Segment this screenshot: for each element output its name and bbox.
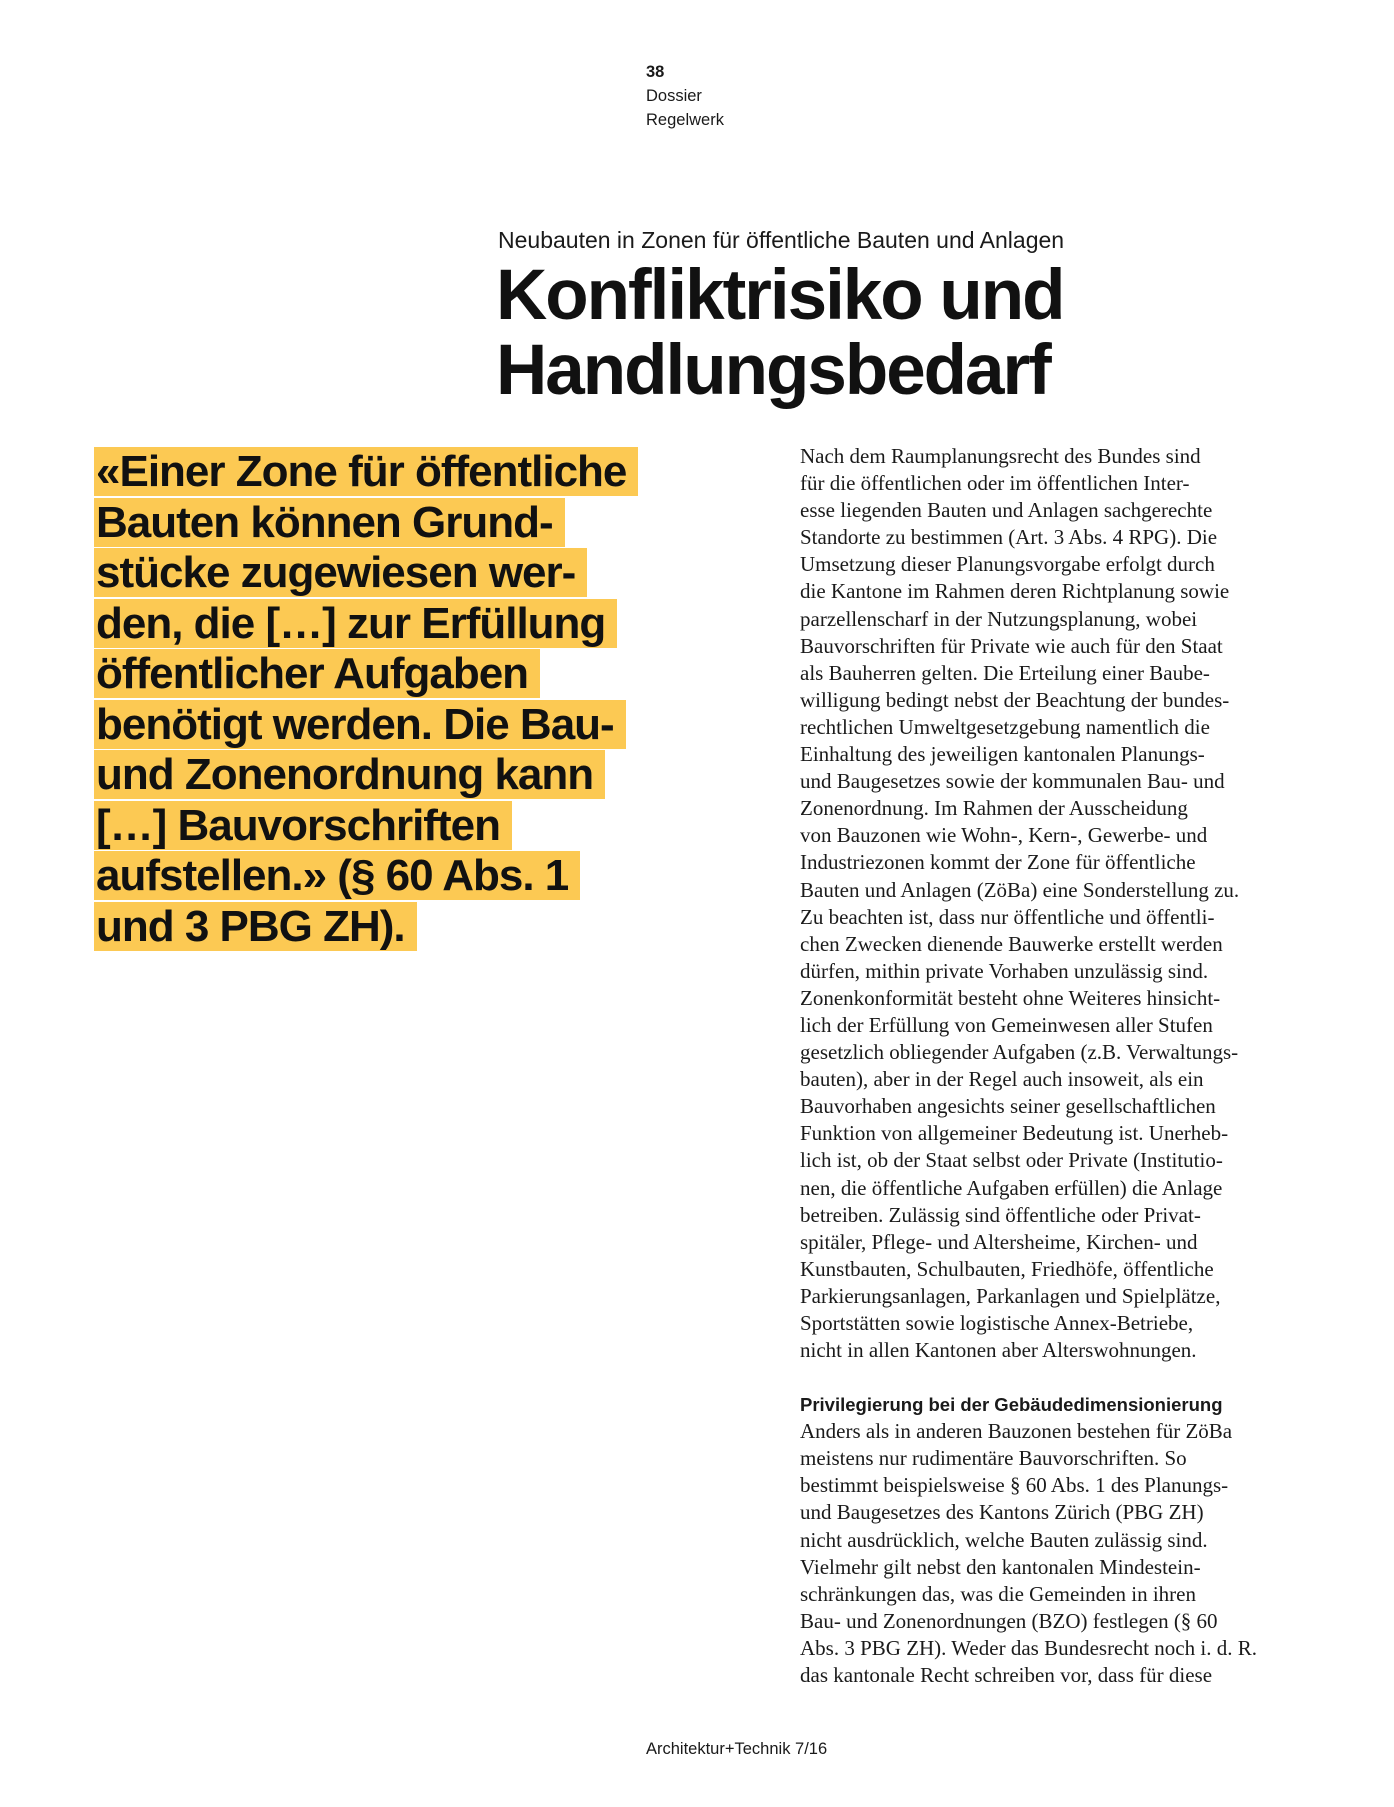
body-line: rechtlichen Umweltgesetzgebung namentlich die <box>800 714 1210 739</box>
body-line: Sportstätten sowie logistische Annex-Betriebe, <box>800 1311 1194 1335</box>
pull-quote-line: und 3 PBG ZH). <box>94 902 734 953</box>
article-title <box>496 258 1196 408</box>
title-line: Konfliktrisiko und <box>496 256 1064 335</box>
body-line: Zu beachten ist, dass nur öffentliche und öffentli- <box>800 904 1215 929</box>
page-number: 38 <box>646 63 665 81</box>
body-line: nicht in allen Kantonen aber Alterswohnungen. <box>800 1338 1197 1363</box>
body-line: von Bauzonen wie Wohn-, Kern-, Gewerbe- und <box>800 823 1208 848</box>
body-text-column <box>800 443 1300 1689</box>
body-paragraph-2 <box>800 1418 1300 1689</box>
body-line: willigung bedingt nebst der Beachtung der bundes- <box>800 687 1230 712</box>
page-footer: Architektur+Technik 7/16 <box>646 1740 828 1758</box>
body-line: Bauvorhaben angesichts seiner gesellschaftlichen <box>800 1094 1216 1119</box>
body-line: gesetzlich obliegender Aufgaben (z.B. Verwaltungs- <box>800 1040 1239 1065</box>
body-line: Vielmehr gilt nebst den kantonalen Mindestein- <box>800 1554 1201 1579</box>
body-line: Bauten und Anlagen (ZöBa) eine Sonderstellung zu. <box>800 877 1240 902</box>
body-line: bauten), aber in der Regel auch insoweit, als ein <box>800 1067 1204 1092</box>
body-line: meistens nur rudimentäre Bauvorschriften. So <box>800 1446 1187 1471</box>
body-line: lich ist, ob der Staat selbst oder Private (Institutio- <box>800 1148 1223 1173</box>
body-line: als Bauherren gelten. Die Erteilung einer Baube- <box>800 660 1210 685</box>
body-line: Funktion von allgemeiner Bedeutung ist. Unerheb- <box>800 1121 1229 1146</box>
body-line: chen Zwecken dienende Bauwerke erstellt werden <box>800 931 1223 956</box>
section-subheading: Privilegierung bei der Gebäudedimensionierung <box>800 1394 1223 1416</box>
pull-quote-line: Bauten können Grund- <box>94 498 734 549</box>
body-line: für die öffentlichen oder im öffentlichen Inter- <box>800 471 1190 496</box>
body-line: Zonenkonformität besteht ohne Weiteres hinsicht- <box>800 985 1221 1010</box>
body-line: betreiben. Zulässig sind öffentliche oder Privat- <box>800 1202 1201 1227</box>
article-kicker: Neubauten in Zonen für öffentliche Bauten und Anlagen <box>498 227 1065 253</box>
body-line: Industriezonen kommt der Zone für öffentliche <box>800 850 1196 875</box>
section-label: Dossier <box>646 87 702 105</box>
body-line: parzellenscharf in der Nutzungsplanung, wobei <box>800 606 1198 631</box>
body-paragraph-1 <box>800 443 1300 1364</box>
body-line: Bau- und Zonenordnungen (BZO) festlegen (§ 60 <box>800 1608 1218 1633</box>
body-line: Parkierungsanlagen, Parkanlagen und Spielplätze, <box>800 1283 1221 1308</box>
body-line: Zonenordnung. Im Rahmen der Ausscheidung <box>800 796 1188 821</box>
pull-quote-line: stücke zugewiesen wer- <box>94 548 734 599</box>
body-line: Nach dem Raumplanungsrecht des Bundes sind <box>800 444 1201 468</box>
body-line: nen, die öffentliche Aufgaben erfüllen) die Anlage <box>800 1175 1223 1200</box>
body-line: und Baugesetzes des Kantons Zürich (PBG ZH) <box>800 1500 1204 1525</box>
body-line: das kantonale Recht schreiben vor, dass für diese <box>800 1663 1213 1688</box>
page-header <box>646 60 724 132</box>
body-line: Abs. 3 PBG ZH). Weder das Bundesrecht noch i. d. R. <box>800 1635 1257 1660</box>
body-line: esse liegenden Bauten und Anlagen sachgerechte <box>800 498 1213 523</box>
body-line: Bauvorschriften für Private wie auch für den Staat <box>800 633 1223 658</box>
body-line: die Kantone im Rahmen deren Richtplanung sowie <box>800 579 1230 604</box>
body-line: Kunstbauten, Schulbauten, Friedhöfe, öffentliche <box>800 1256 1214 1281</box>
pull-quote-line: […] Bauvorschriften <box>94 801 734 852</box>
title-line: Handlungsbedarf <box>496 331 1050 410</box>
body-line: Einhaltung des jeweiligen kantonalen Planungs- <box>800 742 1205 767</box>
body-line: bestimmt beispielsweise § 60 Abs. 1 des Planungs- <box>800 1473 1229 1498</box>
body-line: Umsetzung dieser Planungsvorgabe erfolgt durch <box>800 552 1215 577</box>
pull-quote-line: aufstellen.» (§ 60 Abs. 1 <box>94 851 734 902</box>
body-line: Standorte zu bestimmen (Art. 3 Abs. 4 RPG). Die <box>800 525 1218 550</box>
pull-quote-line: «Einer Zone für öffentliche <box>94 447 734 498</box>
body-line: dürfen, mithin private Vorhaben unzulässig sind. <box>800 958 1209 983</box>
body-line: nicht ausdrücklich, welche Bauten zulässig sind. <box>800 1527 1208 1552</box>
body-line: schränkungen das, was die Gemeinden in ihren <box>800 1581 1196 1606</box>
pull-quote <box>94 447 734 952</box>
body-line: Anders als in anderen Bauzonen bestehen für ZöBa <box>800 1419 1233 1444</box>
pull-quote-line: und Zonenordnung kann <box>94 750 734 801</box>
body-line: spitäler, Pflege- und Altersheime, Kirchen- und <box>800 1229 1198 1254</box>
subsection-label: Regelwerk <box>646 111 724 129</box>
body-line: und Baugesetzes sowie der kommunalen Bau- und <box>800 769 1225 794</box>
pull-quote-line: benötigt werden. Die Bau- <box>94 700 734 751</box>
body-line: lich der Erfüllung von Gemeinwesen aller Stufen <box>800 1012 1213 1037</box>
pull-quote-line: den, die […] zur Erfüllung <box>94 599 734 650</box>
pull-quote-line: öffentlicher Aufgaben <box>94 649 734 700</box>
